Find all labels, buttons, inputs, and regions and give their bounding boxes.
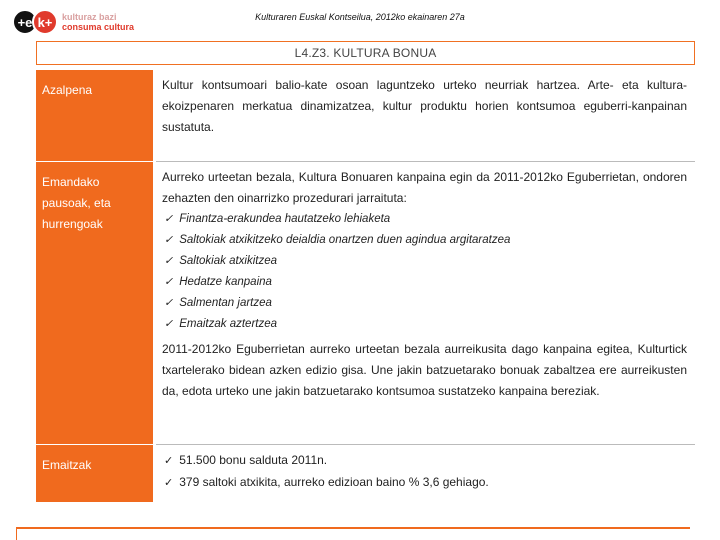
row-label: Emandako pausoak, eta hurrengoak (36, 161, 153, 444)
table-row (36, 70, 695, 161)
step-item: ✓ Salmentan jartzea (162, 293, 687, 314)
row-label: Azalpena (36, 70, 153, 161)
row-content (156, 444, 695, 502)
logo-line1: kulturaz bazi (62, 12, 117, 22)
result-item: ✓ 379 saltoki atxikita, aurreko edizioan baino % 3,6 gehiago. (162, 472, 687, 494)
step-item: ✓ Hedatze kanpaina (162, 272, 687, 293)
row-outro: 2011-2012ko Eguberrietan aurreko urteetan bezala aurreikusita dago kanpaina egitea, Kulturtick txartelerako bidean azken edizio gisa. Une jakin batzuetarako bonuak zabaltzea ere aurreikusten da, edota urteko une jakin batzuetarako kontsumoa sustatzeko kanpaina bereziak. (162, 341, 687, 398)
step-item: ✓ Emaitzak aztertzea (162, 314, 687, 335)
title-box (36, 41, 695, 65)
page-header: Kulturaren Euskal Kontseilua, 2012ko ekainaren 27a (255, 12, 465, 22)
table-row (36, 444, 695, 502)
footer-tick (16, 527, 17, 540)
logo-e-circle: +e (12, 9, 38, 35)
row-content: Kultur kontsumoari balio-kate osoan laguntzeko urteko neurriak hartzea. Arte- eta kultura-ekoizpenaren merkatua dinamizatzea, kultur produktu horien kontsumoa eguberri-kanpainan sustatuta. (156, 70, 695, 161)
step-item: ✓ Finantza-erakundea hautatzeko lehiaketa (162, 209, 687, 230)
row-label: Emaitzak (36, 444, 153, 502)
page-title: L4.Z3. KULTURA BONUA (294, 46, 437, 60)
logo-k-circle: k+ (32, 9, 58, 35)
step-item: ✓ Saltokiak atxikitzea (162, 251, 687, 272)
content-table (36, 70, 695, 503)
row-intro: Aurreko urteetan bezala, Kultura Bonuaren kanpaina egin da 2011-2012ko Eguberrietan, ondoren zehazten den oinarrizko prozedurari jarraituta: (162, 169, 687, 205)
result-item: ✓ 51.500 bonu salduta 2011n. (162, 450, 687, 472)
footer-line (16, 527, 690, 529)
step-item: ✓ Saltokiak atxikitzeko deialdia onartzen duen agindua argitaratzea (162, 230, 687, 251)
logo-line2: consuma cultura (62, 22, 135, 32)
row-content (156, 161, 695, 444)
table-row (36, 161, 695, 444)
